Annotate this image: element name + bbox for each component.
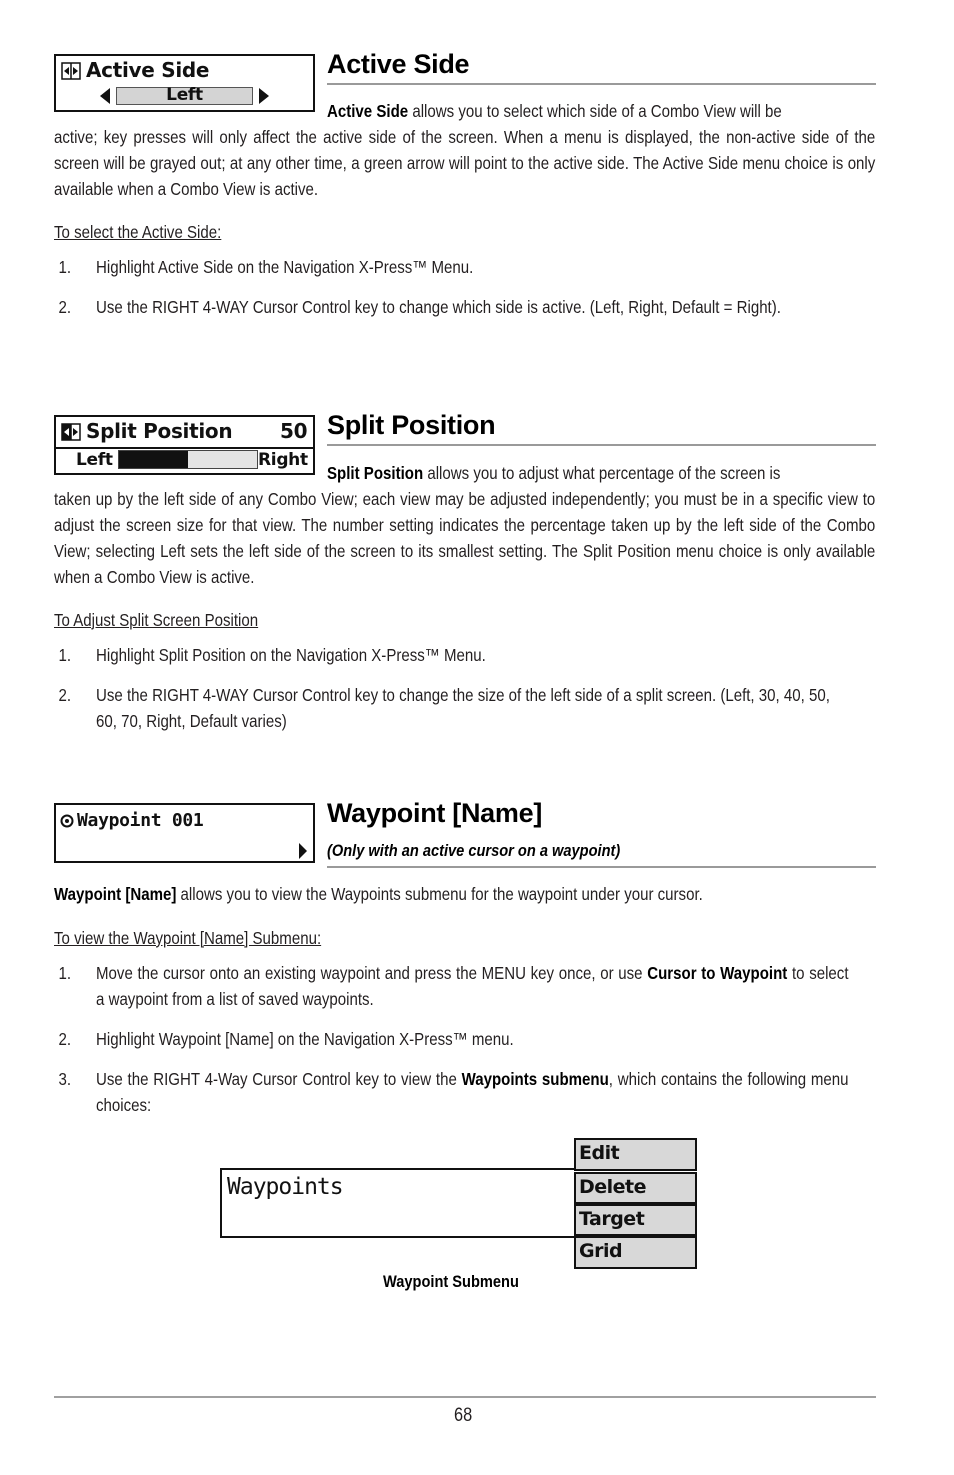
step-text: Highlight Active Side on the Navigation X-Press™ Menu. xyxy=(96,257,474,277)
active-side-value: Left xyxy=(166,85,203,105)
step-number: 1. xyxy=(58,963,72,983)
waypoint-menu-title: Waypoint 001 xyxy=(77,810,204,831)
step-text: Use the RIGHT 4-WAY Cursor Control key to change the size of the left side of a split screen. (Left, 30, 40, 50, 60, 70, Right, Default varies) xyxy=(96,685,830,731)
footer-rule xyxy=(54,1396,876,1398)
list-item xyxy=(47,254,907,294)
active-side-subheading: To select the Active Side: xyxy=(54,222,222,242)
list-item xyxy=(47,1066,907,1126)
step-text xyxy=(96,1066,849,1118)
list-item xyxy=(47,642,907,682)
active-side-lead-rest: allows you to select which side of a Combo View will be xyxy=(408,101,782,121)
waypoint-subheading: To view the Waypoint [Name] Submenu: xyxy=(54,928,322,948)
active-side-lead-bold: Active Side xyxy=(327,101,409,121)
step-text: Use the RIGHT 4-WAY Cursor Control key to change which side is active. (Left, Right, Default = Right). xyxy=(96,297,781,317)
waypoints-menu-box xyxy=(220,1168,574,1238)
step-text-part: , which contains the following menu choices: xyxy=(96,1069,849,1115)
split-position-steps xyxy=(47,642,907,734)
split-position-right-label: Right xyxy=(258,450,308,470)
waypoint-heading-rule xyxy=(327,866,876,868)
step-text-part: to select a waypoint from a list of saved waypoints. xyxy=(96,963,849,1009)
active-side-menu-title: Active Side xyxy=(86,58,210,82)
split-position-left-label: Left xyxy=(76,450,113,470)
step-number: 3. xyxy=(58,1069,72,1089)
active-side-heading-rule xyxy=(327,83,876,85)
split-position-subheading: To Adjust Split Screen Position xyxy=(54,610,259,630)
waypoint-submenu-caption: Waypoint Submenu xyxy=(383,1272,519,1291)
split-position-lead-bold: Split Position xyxy=(327,463,424,483)
waypoint-icon xyxy=(60,814,74,828)
active-side-steps xyxy=(47,254,907,346)
step-number: 2. xyxy=(58,297,72,317)
waypoint-lead xyxy=(54,881,914,907)
list-item xyxy=(47,294,907,346)
step-text: Highlight Split Position on the Navigation X-Press™ Menu. xyxy=(96,645,486,665)
split-position-heading-rule xyxy=(327,444,876,446)
list-item xyxy=(47,1026,907,1066)
split-position-slider-fill xyxy=(119,451,188,468)
split-position-divider xyxy=(56,447,313,449)
step-text-bold: Waypoints submenu xyxy=(461,1069,609,1089)
list-item xyxy=(47,682,907,734)
split-position-slider xyxy=(118,450,258,469)
split-position-lead xyxy=(327,460,876,486)
step-text-part: Use the RIGHT 4-Way Cursor Control key to view the xyxy=(96,1069,462,1089)
waypoint-heading-note: (Only with an active cursor on a waypoint) xyxy=(327,841,621,860)
list-item xyxy=(47,960,907,1026)
combo-view-icon xyxy=(61,423,81,441)
step-text-part: Move the cursor onto an existing waypoint and press the MENU key once, or use xyxy=(96,963,648,983)
arrow-right-icon xyxy=(258,87,270,105)
waypoint-lead-bold: Waypoint [Name] xyxy=(54,884,177,904)
step-text: Highlight Waypoint [Name] on the Navigation X-Press™ menu. xyxy=(96,1029,514,1049)
submenu-item-edit: Edit xyxy=(574,1138,697,1171)
split-position-menu-number: 50 xyxy=(280,419,308,443)
waypoint-steps xyxy=(47,960,907,1126)
waypoint-heading: Waypoint [Name] xyxy=(327,798,543,828)
step-number: 1. xyxy=(58,257,72,277)
step-text xyxy=(96,960,849,1012)
split-position-heading: Split Position xyxy=(327,410,496,440)
submenu-item-grid: Grid xyxy=(574,1236,697,1269)
waypoint-menu-image xyxy=(54,803,315,863)
waypoint-lead-rest: allows you to view the Waypoints submenu for the waypoint under your cursor. xyxy=(176,884,703,904)
step-number: 1. xyxy=(58,645,72,665)
active-side-body: active; key presses will only affect the active side of the screen. When a menu is displayed, the non-active side of the screen will be grayed out; at any other time, a green arrow will point to the active side. The Active Side menu choice is only available when a Combo View is active. xyxy=(54,127,876,199)
active-side-heading: Active Side xyxy=(327,49,470,79)
split-position-lead-rest: allows you to adjust what percentage of the screen is xyxy=(423,463,781,483)
split-position-menu-title: Split Position xyxy=(86,419,233,443)
submenu-item-delete: Delete xyxy=(574,1172,697,1204)
combo-view-icon xyxy=(61,62,81,80)
split-position-body: taken up by the left side of any Combo View; each view may be adjusted independently; you must be in a specific view to adjust the screen size for that view. The number setting indicates the percentage taken up by the left side of the Combo View; selecting Left sets the left side of the screen to its smallest setting. The Split Position menu choice is only available when a Combo View is active. xyxy=(54,489,876,587)
active-side-lead xyxy=(327,98,876,124)
arrow-right-icon xyxy=(298,842,308,860)
submenu-item-target: Target xyxy=(574,1204,697,1236)
step-number: 2. xyxy=(58,685,72,705)
waypoints-menu-title: Waypoints xyxy=(227,1174,343,1200)
page-number: 68 xyxy=(454,1405,473,1426)
step-number: 2. xyxy=(58,1029,72,1049)
split-position-menu-image xyxy=(54,415,315,475)
step-text-bold: Cursor to Waypoint xyxy=(647,963,788,983)
active-side-value-field xyxy=(116,87,253,105)
arrow-left-icon xyxy=(99,87,111,105)
active-side-menu-image xyxy=(54,54,315,112)
